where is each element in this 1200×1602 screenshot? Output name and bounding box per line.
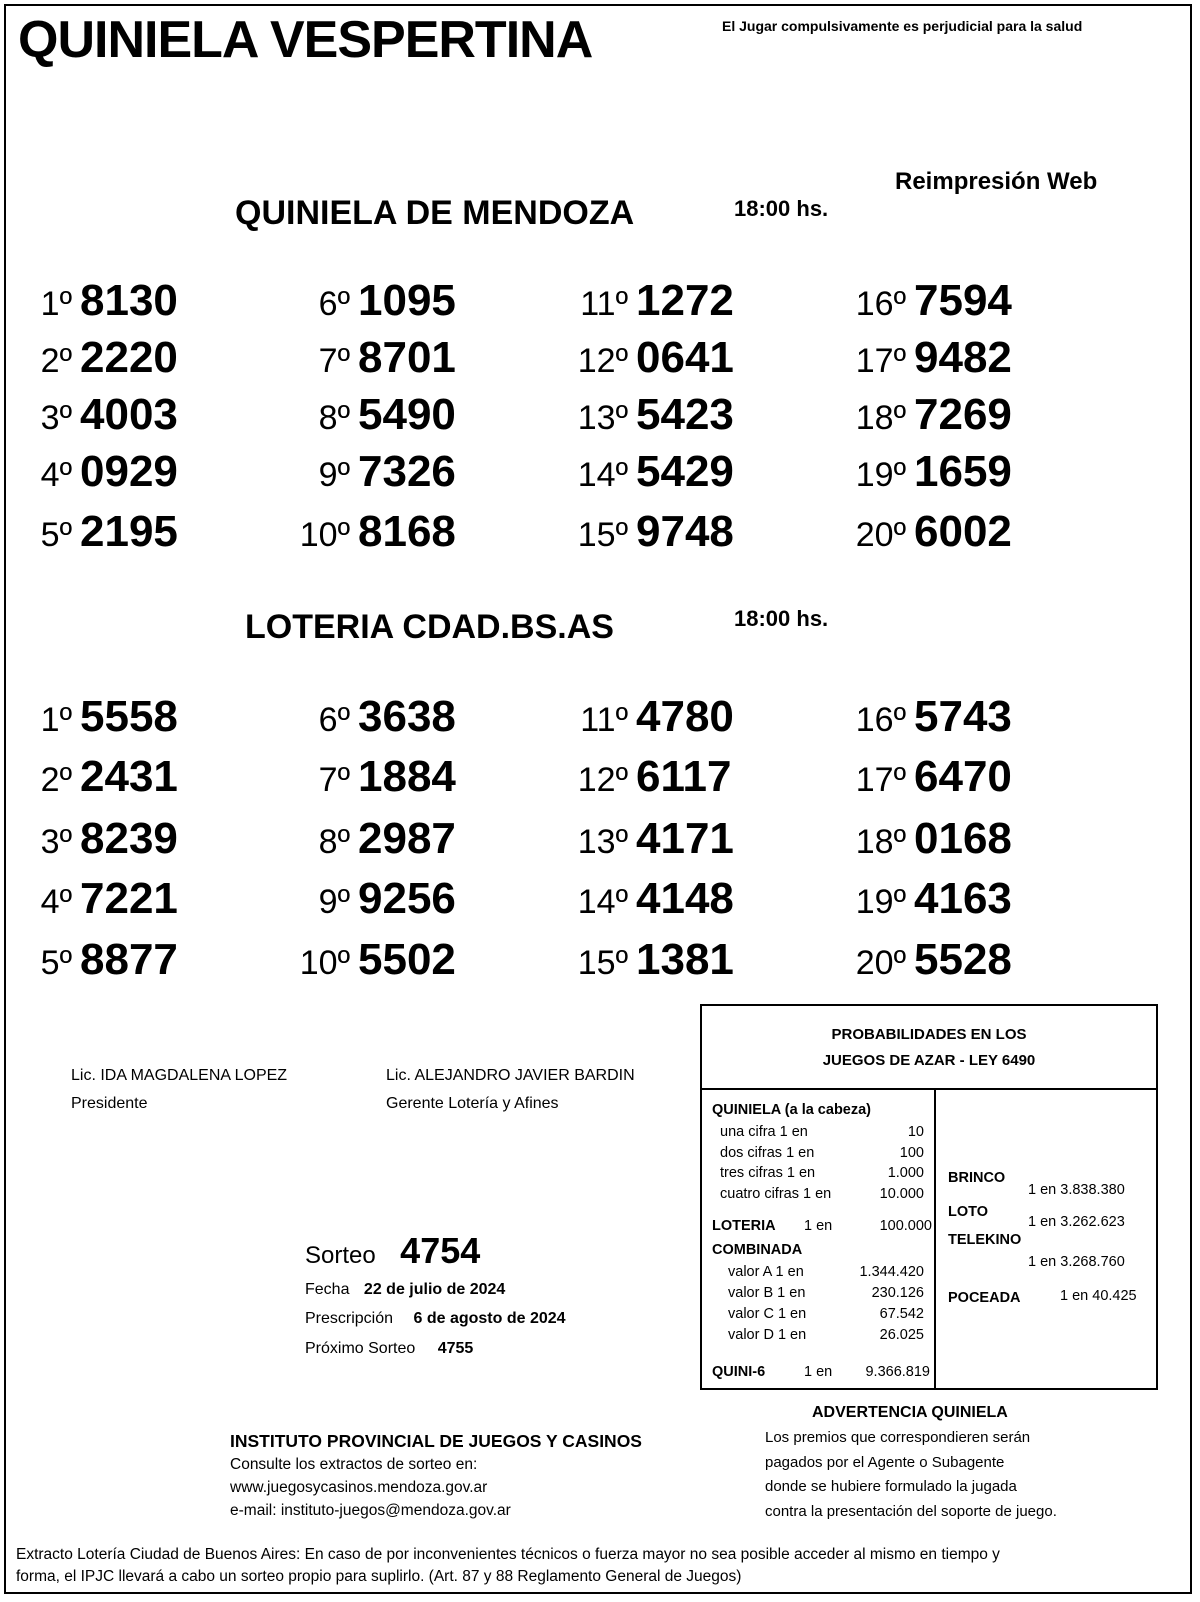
result-number: 5490 bbox=[358, 390, 456, 439]
mendoza-time: 18:00 hs. bbox=[734, 196, 829, 221]
signature-manager bbox=[386, 1062, 635, 1118]
result-entry bbox=[556, 752, 731, 802]
result-entry bbox=[278, 814, 456, 864]
result-number: 0168 bbox=[914, 814, 1012, 863]
result-number: 5558 bbox=[80, 692, 178, 741]
health-warning: El Jugar compulsivamente es perjudicial para la salud bbox=[722, 18, 1083, 34]
advertencia-line: pagados por el Agente o Subagente bbox=[765, 1453, 1005, 1471]
telekino-prob-value: 1 en 3.268.760 bbox=[1028, 1254, 1125, 1270]
result-entry bbox=[556, 874, 734, 924]
result-entry bbox=[0, 814, 178, 864]
probabilities-heading-line2: JUEGOS DE AZAR - LEY 6490 bbox=[822, 1052, 1036, 1069]
result-position: 18º bbox=[855, 399, 906, 437]
prescripcion-row bbox=[305, 1310, 566, 1328]
quini6-prob-value: 9.366.819 bbox=[865, 1364, 930, 1380]
manager-role: Gerente Lotería y Afines bbox=[386, 1095, 559, 1112]
result-position: 9º bbox=[318, 883, 350, 921]
result-number: 8168 bbox=[358, 507, 456, 556]
prob-row-label: valor B 1 en bbox=[728, 1285, 806, 1301]
result-number: 7594 bbox=[914, 276, 1012, 325]
result-entry bbox=[556, 935, 734, 985]
prob-row bbox=[728, 1306, 924, 1322]
reprint-label: Reimpresión Web bbox=[895, 168, 1098, 195]
probabilities-heading bbox=[702, 1006, 1156, 1090]
result-position: 14º bbox=[577, 883, 628, 921]
manager-name: Lic. ALEJANDRO JAVIER BARDIN bbox=[386, 1067, 635, 1084]
president-role: Presidente bbox=[71, 1095, 148, 1112]
prob-row-label: tres cifras 1 en bbox=[720, 1165, 816, 1181]
bsas-title: LOTERIA CDAD.BS.AS bbox=[245, 608, 614, 646]
quini6-prob-row bbox=[712, 1364, 930, 1380]
quini6-prob-label: QUINI-6 bbox=[712, 1364, 766, 1380]
result-entry bbox=[834, 390, 1012, 440]
result-position: 15º bbox=[577, 516, 628, 554]
result-number: 8130 bbox=[80, 276, 178, 325]
prob-row bbox=[720, 1186, 924, 1202]
result-number: 4148 bbox=[636, 874, 734, 923]
prob-row-label: valor C 1 en bbox=[728, 1306, 807, 1322]
result-entry bbox=[834, 507, 1012, 557]
sorteo-label: Sorteo bbox=[305, 1242, 376, 1269]
result-number: 5502 bbox=[358, 935, 456, 984]
institute-consult-text: Consulte los extractos de sorteo en: bbox=[230, 1456, 478, 1473]
prob-row-value: 26.025 bbox=[879, 1327, 924, 1343]
result-number: 2987 bbox=[358, 814, 456, 863]
probabilities-heading-line1: PROBABILIDADES EN LOS bbox=[831, 1026, 1027, 1043]
result-number: 8239 bbox=[80, 814, 178, 863]
probabilities-box bbox=[700, 1004, 1158, 1390]
probabilities-right-column bbox=[936, 1090, 1156, 1388]
result-position: 3º bbox=[40, 823, 72, 861]
loteria-prob-mid: 1 en bbox=[804, 1218, 833, 1234]
result-position: 19º bbox=[855, 456, 906, 494]
sorteo-number: 4754 bbox=[400, 1230, 481, 1271]
fecha-label: Fecha bbox=[305, 1281, 350, 1298]
result-position: 12º bbox=[577, 761, 628, 799]
result-entry bbox=[834, 333, 1012, 383]
quini6-prob-mid: 1 en bbox=[804, 1364, 833, 1380]
telekino-prob-label: TELEKINO bbox=[948, 1232, 1022, 1248]
result-number: 2195 bbox=[80, 507, 178, 556]
result-position: 13º bbox=[577, 399, 628, 437]
result-number: 7326 bbox=[358, 447, 456, 496]
prob-row bbox=[720, 1165, 924, 1181]
quiniela-prob-title: QUINIELA (a la cabeza) bbox=[712, 1102, 872, 1118]
result-number: 2431 bbox=[80, 752, 178, 801]
result-entry bbox=[556, 814, 734, 864]
signature-president bbox=[71, 1062, 287, 1118]
proximo-value: 4755 bbox=[437, 1340, 474, 1357]
result-position: 13º bbox=[577, 823, 628, 861]
result-number: 9256 bbox=[358, 874, 456, 923]
result-entry bbox=[0, 447, 178, 497]
result-entry bbox=[834, 814, 1012, 864]
result-number: 2220 bbox=[80, 333, 178, 382]
page-title: QUINIELA VESPERTINA bbox=[18, 11, 593, 69]
result-number: 0929 bbox=[80, 447, 178, 496]
advertencia-text bbox=[765, 1426, 1057, 1524]
result-position: 6º bbox=[318, 701, 350, 739]
result-position: 8º bbox=[318, 823, 350, 861]
result-position: 5º bbox=[40, 944, 72, 982]
poceada-prob-label: POCEADA bbox=[948, 1290, 1021, 1306]
brinco-prob-value: 1 en 3.838.380 bbox=[1028, 1182, 1125, 1198]
result-entry bbox=[278, 752, 456, 802]
prescripcion-value: 6 de agosto de 2024 bbox=[413, 1310, 566, 1327]
result-number: 9482 bbox=[914, 333, 1012, 382]
result-position: 4º bbox=[40, 456, 72, 494]
result-position: 8º bbox=[318, 399, 350, 437]
result-number: 1659 bbox=[914, 447, 1012, 496]
result-position: 11º bbox=[580, 285, 628, 323]
result-number: 0641 bbox=[636, 333, 734, 382]
probabilities-left-column bbox=[702, 1090, 936, 1388]
prob-row-value: 10 bbox=[907, 1124, 924, 1140]
result-number: 4003 bbox=[80, 390, 178, 439]
result-entry bbox=[834, 276, 1012, 326]
result-entry bbox=[556, 390, 734, 440]
result-entry bbox=[834, 752, 1012, 802]
result-position: 14º bbox=[577, 456, 628, 494]
prob-row-label: cuatro cifras 1 en bbox=[720, 1185, 832, 1202]
prob-row bbox=[728, 1327, 924, 1343]
loto-prob-label: LOTO bbox=[948, 1204, 989, 1220]
result-position: 20º bbox=[855, 516, 906, 554]
result-number: 5429 bbox=[636, 447, 734, 496]
result-position: 10º bbox=[299, 944, 350, 982]
result-position: 12º bbox=[577, 342, 628, 380]
result-number: 1272 bbox=[636, 276, 734, 325]
result-entry bbox=[556, 447, 734, 497]
prob-row-label: valor A 1 en bbox=[728, 1264, 804, 1280]
brinco-prob-label: BRINCO bbox=[948, 1170, 1006, 1186]
result-number: 4163 bbox=[914, 874, 1012, 923]
combinada-prob-title: COMBINADA bbox=[712, 1242, 803, 1258]
result-position: 4º bbox=[40, 883, 72, 921]
prob-row-value: 1.344.420 bbox=[859, 1264, 924, 1280]
result-number: 7269 bbox=[914, 390, 1012, 439]
result-position: 19º bbox=[855, 883, 906, 921]
fecha-row bbox=[305, 1281, 505, 1299]
proximo-label: Próximo Sorteo bbox=[305, 1340, 416, 1357]
prob-row-value: 230.126 bbox=[871, 1285, 924, 1301]
result-entry bbox=[278, 507, 456, 557]
result-entry bbox=[278, 390, 456, 440]
prob-row-label: valor D 1 en bbox=[728, 1327, 807, 1343]
result-entry bbox=[834, 447, 1012, 497]
result-entry bbox=[556, 276, 734, 326]
prob-row bbox=[720, 1145, 924, 1161]
result-entry bbox=[556, 333, 734, 383]
result-entry bbox=[0, 390, 178, 440]
result-position: 10º bbox=[299, 516, 350, 554]
prob-row bbox=[728, 1285, 924, 1301]
result-number: 6117 bbox=[636, 752, 732, 801]
advertencia-line: donde se hubiere formulado la jugada bbox=[765, 1478, 1017, 1495]
result-entry bbox=[834, 874, 1012, 924]
result-entry bbox=[0, 692, 178, 742]
prob-row bbox=[720, 1124, 924, 1140]
prescripcion-label: Prescripción bbox=[305, 1310, 394, 1327]
result-position: 6º bbox=[318, 285, 350, 323]
fecha-value: 22 de julio de 2024 bbox=[363, 1281, 506, 1298]
result-entry bbox=[278, 935, 456, 985]
result-entry bbox=[556, 692, 734, 742]
result-number: 9748 bbox=[636, 507, 734, 556]
result-position: 11º bbox=[580, 701, 628, 739]
result-number: 5528 bbox=[914, 935, 1012, 984]
bsas-time: 18:00 hs. bbox=[734, 606, 829, 631]
result-entry bbox=[0, 276, 178, 326]
result-entry bbox=[0, 874, 178, 924]
loteria-prob-value: 100.000 bbox=[879, 1218, 932, 1234]
result-entry bbox=[0, 935, 178, 985]
result-position: 17º bbox=[855, 342, 906, 380]
result-entry bbox=[0, 333, 178, 383]
institute-name: INSTITUTO PROVINCIAL DE JUEGOS Y CASINOS bbox=[230, 1431, 642, 1451]
loteria-prob-row bbox=[712, 1218, 932, 1234]
result-number: 6470 bbox=[914, 752, 1012, 801]
result-entry bbox=[556, 507, 734, 557]
result-number: 4780 bbox=[636, 692, 734, 741]
advertencia-line: contra la presentación del soporte de juego. bbox=[765, 1502, 1057, 1520]
result-position: 15º bbox=[577, 944, 628, 982]
advertencia-title: ADVERTENCIA QUINIELA bbox=[812, 1404, 1008, 1421]
result-number: 8877 bbox=[80, 935, 178, 984]
result-position: 20º bbox=[855, 944, 906, 982]
result-position: 2º bbox=[40, 761, 72, 799]
institute-website-link[interactable]: www.juegosycasinos.mendoza.gov.ar bbox=[230, 1479, 488, 1496]
result-position: 3º bbox=[40, 399, 72, 437]
prob-row-value: 67.542 bbox=[879, 1306, 924, 1322]
result-entry bbox=[278, 692, 456, 742]
loto-prob-value: 1 en 3.262.623 bbox=[1028, 1214, 1125, 1230]
prob-row-value: 100 bbox=[899, 1144, 924, 1161]
poceada-prob-value: 1 en 40.425 bbox=[1060, 1288, 1137, 1304]
result-number: 1381 bbox=[636, 935, 734, 984]
result-position: 1º bbox=[40, 285, 72, 323]
result-position: 2º bbox=[40, 342, 72, 380]
prob-row-label: una cifra 1 en bbox=[720, 1124, 808, 1140]
result-position: 5º bbox=[40, 516, 72, 554]
prob-row-label: dos cifras 1 en bbox=[720, 1144, 815, 1161]
result-number: 3638 bbox=[358, 692, 456, 741]
result-position: 9º bbox=[318, 456, 350, 494]
loteria-prob-label: LOTERIA bbox=[712, 1218, 776, 1234]
result-entry bbox=[278, 333, 456, 383]
prob-row bbox=[728, 1264, 924, 1280]
result-entry bbox=[278, 276, 456, 326]
result-number: 5743 bbox=[914, 692, 1012, 741]
result-entry bbox=[834, 935, 1012, 985]
result-number: 4171 bbox=[636, 814, 734, 863]
result-position: 18º bbox=[855, 823, 906, 861]
prob-row-value: 1.000 bbox=[887, 1165, 924, 1181]
result-entry bbox=[0, 507, 178, 557]
prob-row-value: 10.000 bbox=[879, 1185, 924, 1202]
result-number: 7221 bbox=[80, 874, 178, 923]
proximo-row bbox=[305, 1340, 473, 1358]
result-number: 1095 bbox=[358, 276, 456, 325]
sorteo-block bbox=[305, 1230, 480, 1272]
institute-email[interactable]: e-mail: instituto-juegos@mendoza.gov.ar bbox=[230, 1502, 511, 1519]
result-entry bbox=[834, 692, 1012, 742]
result-entry bbox=[278, 447, 456, 497]
result-position: 17º bbox=[855, 761, 906, 799]
result-position: 7º bbox=[318, 342, 350, 380]
advertencia-line: Los premios que correspondieren serán bbox=[765, 1429, 1031, 1446]
result-position: 1º bbox=[40, 701, 72, 739]
president-name: Lic. IDA MAGDALENA LOPEZ bbox=[71, 1067, 288, 1084]
result-position: 16º bbox=[855, 285, 906, 323]
institute-block bbox=[230, 1430, 642, 1522]
footer-line1: Extracto Lotería Ciudad de Buenos Aires: En caso de por inconvenientes técnicos o fuerza mayor no sea posible acceder al mismo en tiempo y bbox=[16, 1546, 1000, 1563]
result-number: 5423 bbox=[636, 390, 734, 439]
result-position: 16º bbox=[855, 701, 906, 739]
result-position: 7º bbox=[318, 761, 350, 799]
mendoza-title: QUINIELA DE MENDOZA bbox=[235, 194, 635, 232]
footer-line2: forma, el IPJC llevará a cabo un sorteo propio para suplirlo. (Art. 87 y 88 Reglamento General de Juegos) bbox=[16, 1568, 742, 1585]
footer-note bbox=[16, 1544, 1181, 1588]
result-entry bbox=[278, 874, 456, 924]
result-entry bbox=[0, 752, 178, 802]
result-number: 1884 bbox=[358, 752, 456, 801]
result-number: 8701 bbox=[358, 333, 456, 382]
result-number: 6002 bbox=[914, 507, 1012, 556]
